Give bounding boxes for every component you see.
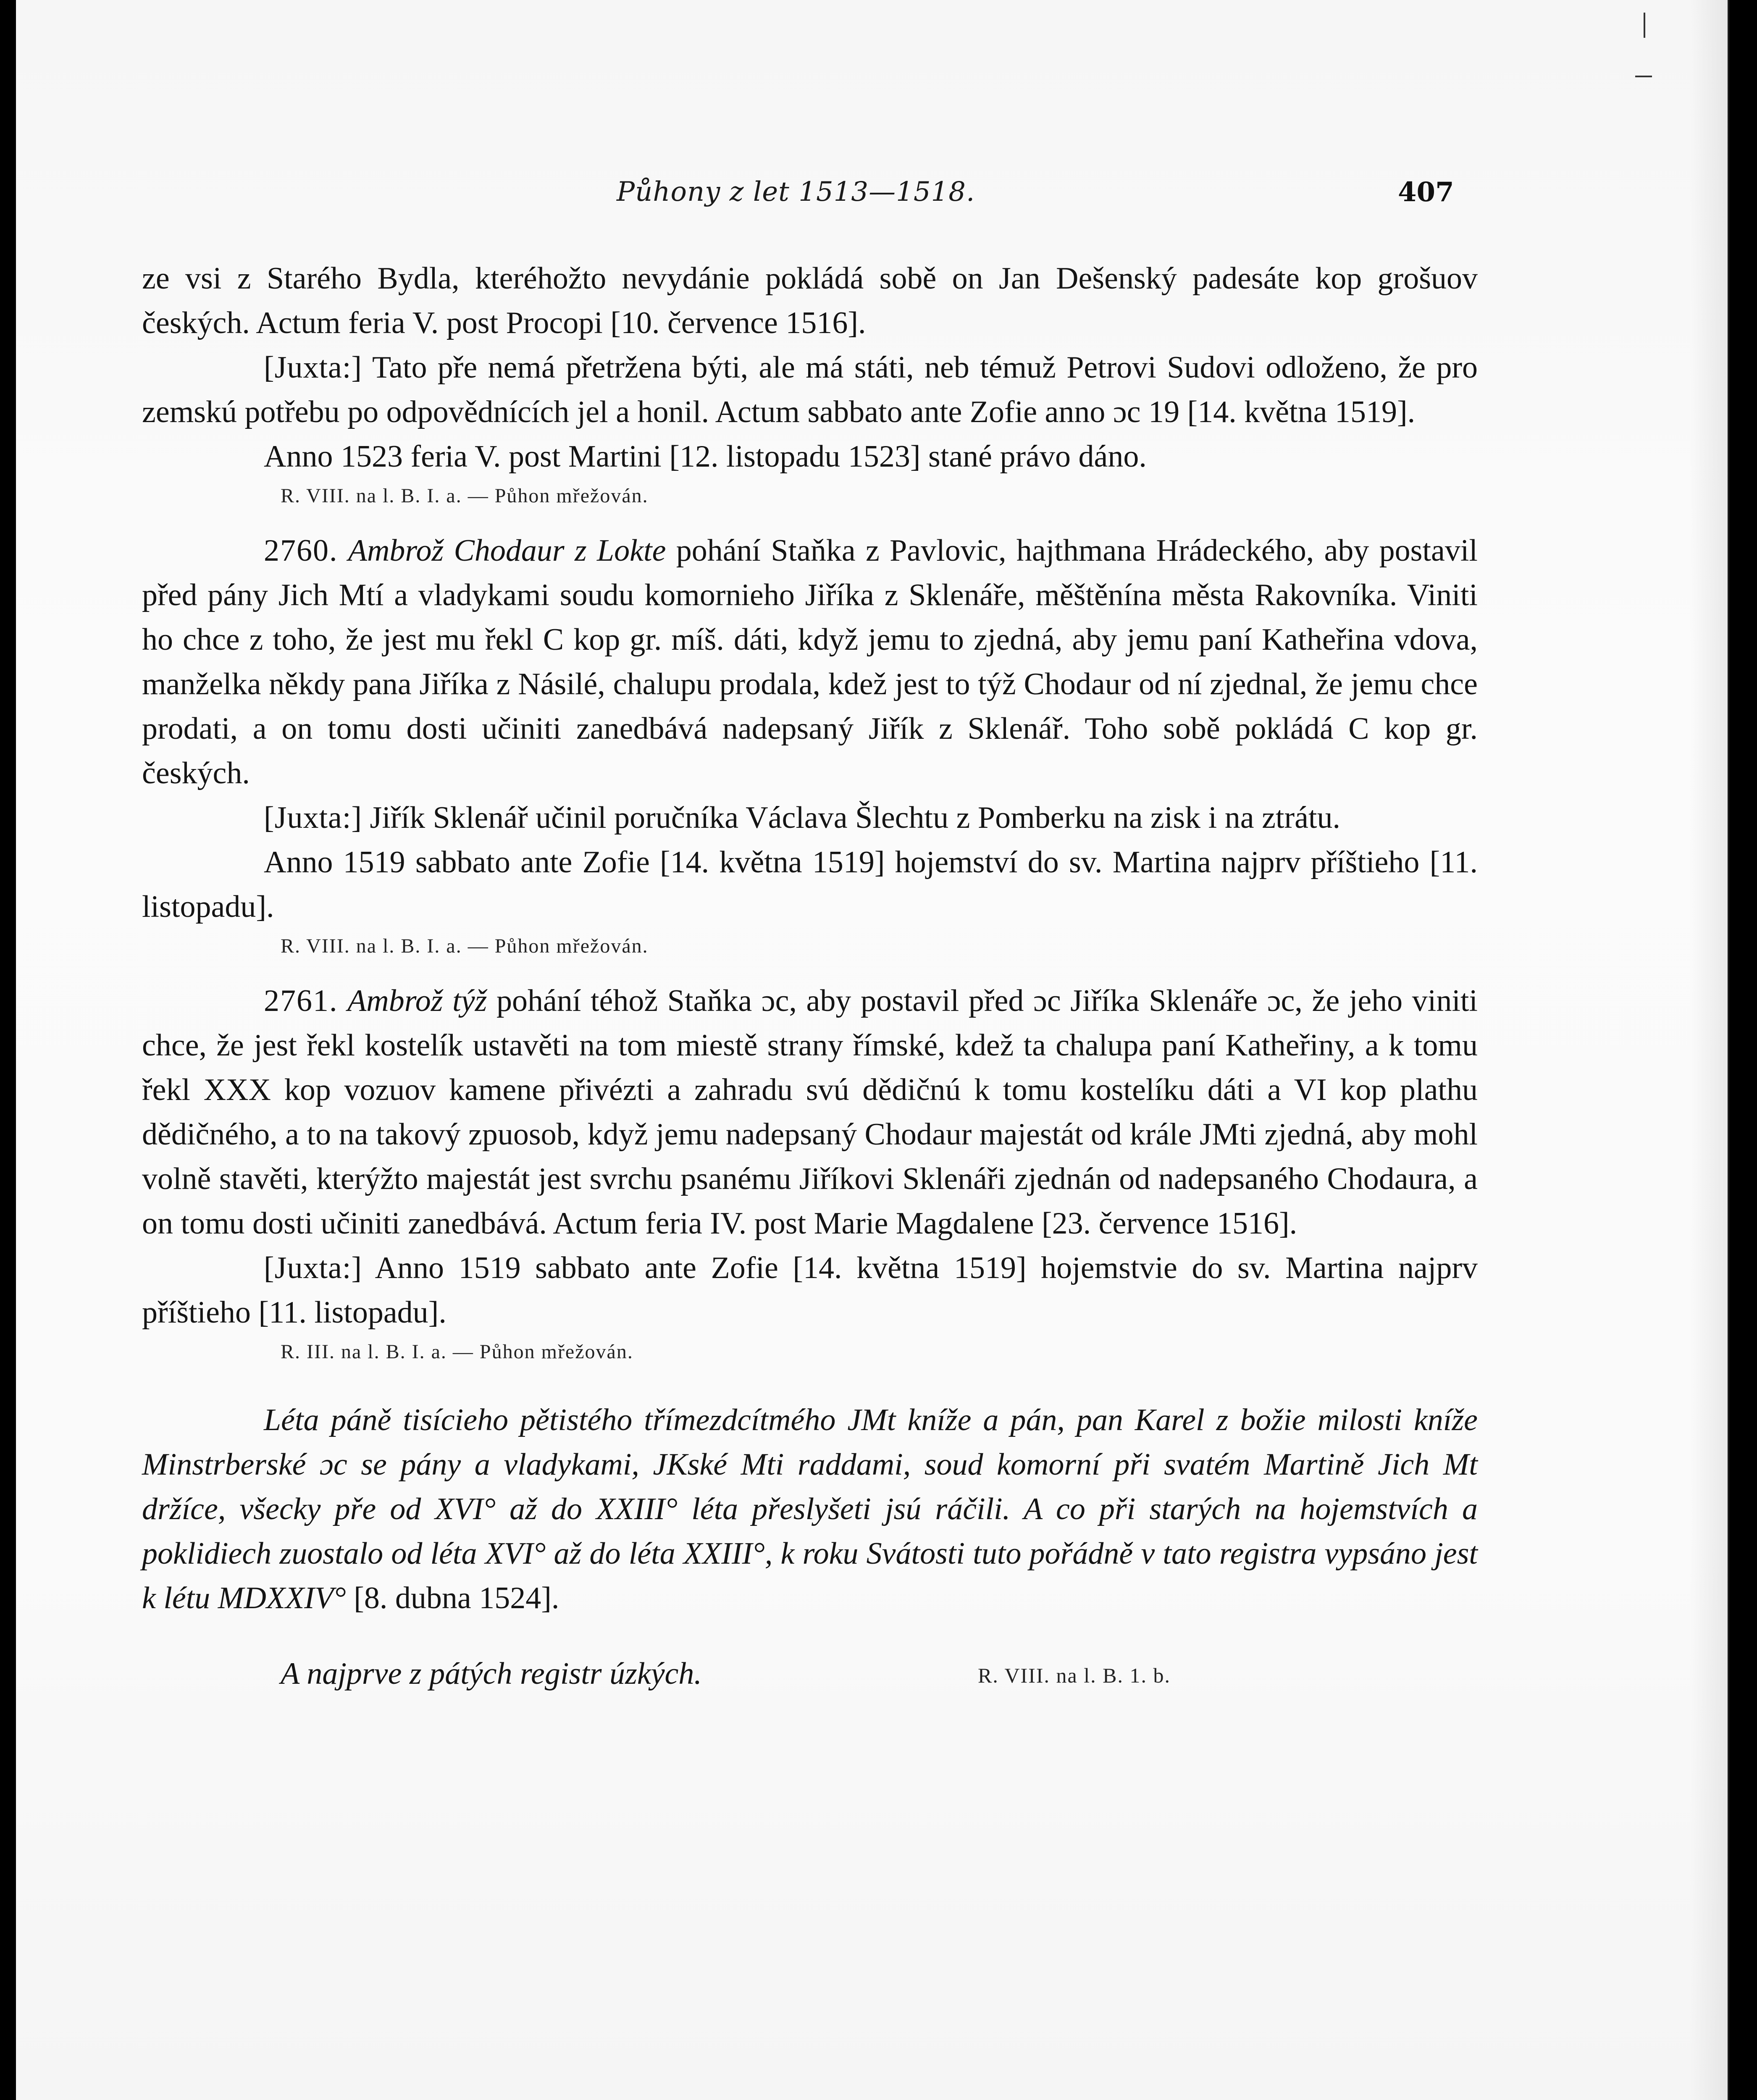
entry-2761-juxta-text: Anno 1519 sabbato ante Zofie [14. května 1519] hojemstvie do sv. Martina najprv příštieho [11. listopadu]. [142, 1251, 1478, 1330]
entry-2761-paragraph-2 [142, 1246, 1478, 1335]
page-body [142, 256, 1478, 1696]
closing-paragraph [142, 1398, 1478, 1620]
edge-marks [1631, 13, 1660, 105]
intro-paragraph-2 [142, 345, 1478, 434]
entry-person-name: Ambrož týž [347, 984, 487, 1018]
intro-paragraph-2-text: Tato pře nemá přetržena býti, ale má státi, neb témuž Petrovi Sudovi odloženo, že pro zemskú potřebu po odpovědnících jel a honil. Actum sabbato ante Zofie anno ɔc 19 [14. května 1519]. [142, 350, 1478, 429]
entry-2761-text: pohání téhož Staňka ɔc, aby postavil před ɔc Jiříka Sklenáře ɔc, že jeho viniti chce, že jest řekl kostelík ustavěti na tom miestě strany římské, kdež ta chalupa paní Katheřiny, a k tomu řekl XXX kop vozuov kamene přivézti a zahradu svú dědičnú k tomu kostelíku dáti a VI kop plathu dědičného, a to na takový zpuosob, když jemu nadepsaný Chodaur majestát od krále JMti zjedná, aby mohl volně stavěti, kterýžto majestát jest svrchu psanému Jiříkovi Sklenáři zjednán od nadepsaného Chodaura, a on tomu dosti učiniti zanedbává. Actum feria IV. post Marie Magdalene [23. července 1516]. [142, 984, 1478, 1241]
entry-person-name: Ambrož Chodaur z Lokte [348, 533, 666, 568]
intro-paragraph-1: ze vsi z Starého Bydla, kteréhožto nevydánie pokládá sobě on Jan Dešenský padesáte kop grošuov českých. Actum feria V. post Procopi [10. července 1516]. [142, 261, 1478, 340]
entry-2760-paragraph-3: Anno 1519 sabbato ante Zofie [14. května 1519] hojemství do sv. Martina najprv příštieho [11. listopadu]. [142, 845, 1478, 924]
entry-number: 2761. [264, 984, 338, 1018]
entry-2760-juxta-text: Jiřík Sklenář učinil poručníka Václava Šlechtu z Pomberku na zisk i na ztrátu. [370, 801, 1341, 835]
closing-last-line [142, 1651, 1478, 1696]
entry-2760-text: pohání Staňka z Pavlovic, hajthmana Hrádeckého, aby postavil před pány Jich Mtí a vladykami soudu komornieho Jiříka z Sklenáře, měštěnína města Rakovníka. Viniti ho chce z toho, že jest mu řekl C kop gr. míš. dáti, když jemu to zjedná, aby jemu paní Katheřina vdova, manželka někdy pana Jiříka z Násilé, chalupu prodala, kdež jest to týž Chodaur od ní zjednal, že jemu chce prodati, a on tomu dosti učiniti zanedbává nadepsaný Jiřík z Sklenář. Toho sobě pokládá C kop gr. českých. [142, 533, 1478, 790]
closing-heading: A najprve z pátých registr úzkých. [281, 1656, 702, 1691]
archive-note: R. VIII. na l. B. I. a. — Půhon mřežován. [281, 485, 649, 507]
closing-reference: R. VIII. na l. B. 1. b. [978, 1664, 1171, 1687]
closing-date: [8. dubna 1524]. [354, 1581, 559, 1615]
page-header [16, 176, 1728, 227]
entry-2761-paragraph-1 [142, 979, 1478, 1246]
entry-number: 2760. [264, 533, 338, 568]
juxta-label: [Juxta:] [264, 1251, 362, 1285]
book-page [16, 0, 1729, 2100]
entry-2760-paragraph-2 [142, 795, 1478, 840]
entry-2760-paragraph-1 [142, 528, 1478, 795]
page-number: 407 [1398, 176, 1454, 208]
archive-note: R. VIII. na l. B. I. a. — Půhon mřežován. [281, 935, 649, 957]
running-title: Půhony z let 1513—1518. [617, 176, 975, 207]
intro-paragraph-3: Anno 1523 feria V. post Martini [12. listopadu 1523] stané právo dáno. [264, 439, 1147, 474]
juxta-label: [Juxta:] [264, 350, 362, 385]
juxta-label: [Juxta:] [264, 801, 362, 835]
archive-note: R. III. na l. B. I. a. — Půhon mřežován. [281, 1341, 633, 1363]
closing-text: Léta páně tisícieho pětistého třímezdcítmého JMt kníže a pán, pan Karel z božie milosti kníže Minstrberské ɔc se pány a vladykami, JKské Mti raddami, soud komorní při svatém Martině Jich Mt držíce, všecky pře od XVI° až do XXIII° léta přeslyšeti jsú ráčili. A co při starých na hojemstvích a poklidiech zuostalo od léta XVI° až do léta XXIII°, k roku Svátosti tuto pořádně v tato registra vypsáno jest k létu MDXXIV° [142, 1403, 1478, 1615]
